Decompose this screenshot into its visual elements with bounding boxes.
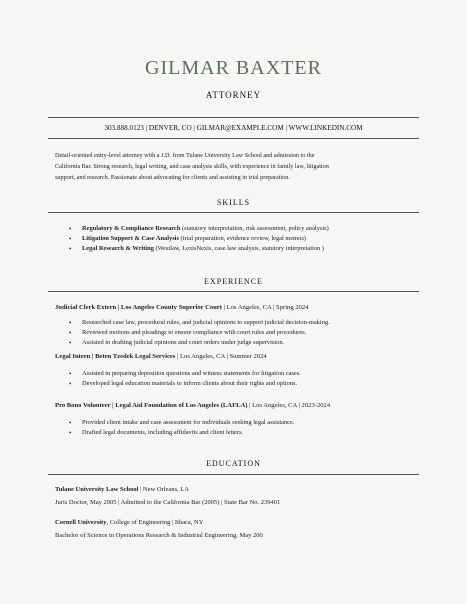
job-title-org: Judicial Clerk Extern | Los Angeles County Superior Court: [55, 304, 222, 311]
summary-line: support, and research. Passionate about advocating for clients and assisting in trial preparation.: [55, 174, 290, 181]
divider: [48, 291, 419, 292]
school-place: | New Orleans, LA: [138, 486, 189, 493]
experience-heading: EXPERIENCE: [204, 277, 263, 286]
degree-line: Juris Doctor, May 2005 | Admitted to the California Bar (2005) | State Bar No. 239401: [55, 499, 281, 506]
summary-line: Detail-oriented entry-level attorney with a J.D. from Tulane University Law School and admission to the: [55, 152, 315, 159]
job-bullet: • Assisted in preparing deposition questions and witness statements for litigation cases.: [69, 369, 301, 379]
skills-heading: SKILLS: [216, 198, 251, 207]
summary-line: California Bar. Strong research, legal writing, and case analysis skills, with experience in family law, litigation: [55, 163, 329, 170]
job-bullet: • Researched case law, procedural rules, and judicial opinions to support judicial decision-making.: [69, 318, 330, 328]
skill-name: Legal Research & Writing: [82, 245, 154, 252]
divider: [48, 212, 419, 213]
job-bullets: [69, 369, 301, 389]
school-name: Tulane University Law School: [55, 486, 139, 493]
divider: [48, 117, 419, 118]
job-bullet: • Drafted legal documents, including affidavits and client letters.: [69, 428, 294, 438]
skill-item: [69, 224, 329, 234]
job-meta: | Los Angeles, CA | Spring 2024: [221, 304, 309, 311]
divider: [48, 474, 419, 475]
job-header: [55, 304, 308, 311]
job-bullet: • Provided client intake and case assessment for individuals seeking legal assistance.: [69, 418, 294, 428]
candidate-name: GILMAR BAXTER: [145, 57, 322, 79]
job-bullets: [69, 318, 330, 348]
divider: [48, 138, 419, 139]
job-bullets: [69, 418, 294, 438]
school-place: , College of Engineering | Ithaca, NY: [106, 519, 204, 526]
school-line: [55, 486, 189, 493]
skills-list: [69, 224, 329, 254]
job-title-org: Pro Bono Volunteer | Legal Aid Foundation of Los Angeles (LAFLA): [55, 402, 248, 409]
contact-line: 303.888.0123 | DENVER, CO | GILMAR@EXAMPLE.COM | WWW.LINKEDIN.COM: [104, 124, 363, 132]
skill-name: Litigation Support & Case Analysis: [82, 235, 179, 242]
skill-item: [69, 244, 329, 254]
skill-detail: (trial preparation, evidence review, legal memos): [178, 235, 306, 242]
education-heading: EDUCATION: [206, 459, 261, 468]
degree-line: Bachelor of Science in Operations Research & Industrial Engineering, May 200: [55, 532, 263, 539]
skill-item: [69, 234, 329, 244]
job-bullet: • Developed legal education materials to inform clients about their rights and options.: [69, 379, 301, 389]
job-bullet: • Assisted in drafting judicial opinions and court orders under judge supervision.: [69, 338, 330, 348]
job-meta: | Los Angeles, CA | Summer 2024: [175, 353, 267, 360]
job-bullet: • Reviewed motions and pleadings to ensure compliance with court rules and procedures.: [69, 328, 330, 338]
job-header: [55, 402, 330, 409]
job-title-org: Legal Intern | Beten Tzedek Legal Services: [55, 353, 176, 360]
job-title: ATTORNEY: [205, 90, 262, 100]
job-meta: | Los Angeles, CA | 2023-2024: [247, 402, 331, 409]
skill-detail: (statutory interpretation, risk assessment, policy analysis): [180, 225, 329, 232]
school-line: [55, 519, 203, 526]
job-header: [55, 353, 267, 360]
skill-detail: (Westlaw, LexisNexis, case law analysis, statutory interpretation ): [153, 245, 324, 252]
skill-name: Regulatory & Compliance Research: [82, 225, 181, 232]
summary-paragraph: [55, 150, 400, 183]
school-name: Cornell University: [55, 519, 107, 526]
